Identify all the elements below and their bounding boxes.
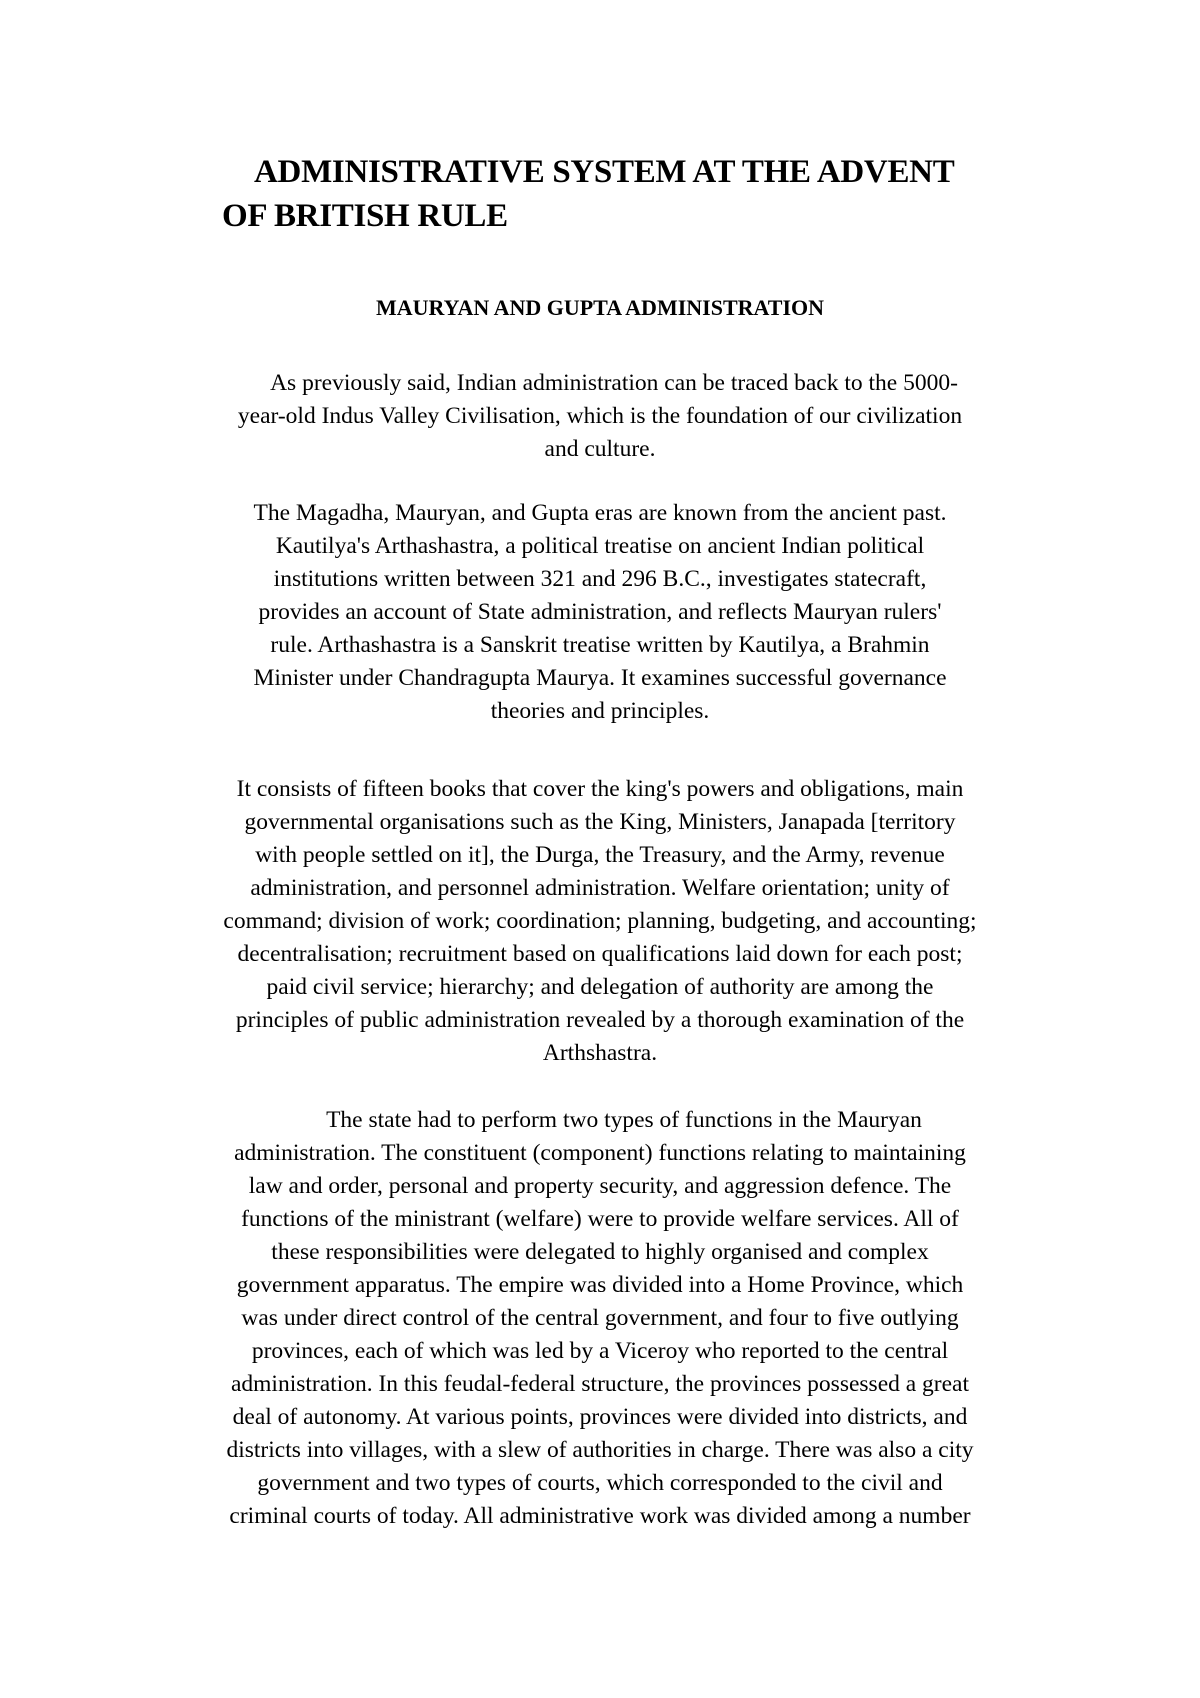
paragraph-line: Arthshastra.: [542, 1040, 658, 1066]
paragraph-line: with people settled on it], the Durga, the Treasury, and the Army, revenue: [255, 842, 945, 868]
paragraph-line: these responsibilities were delegated to highly organised and complex: [271, 1239, 929, 1265]
paragraph-line: The Magadha, Mauryan, and Gupta eras are known from the ancient past.: [253, 500, 947, 526]
paragraph: [140, 367, 1060, 466]
paragraph-line: provides an account of State administration, and reflects Mauryan rulers': [258, 599, 942, 625]
paragraph-line: Kautilya's Arthashastra, a political treatise on ancient Indian political: [275, 533, 925, 559]
paragraph-line: principles of public administration revealed by a thorough examination of the: [235, 1007, 965, 1033]
document-title: [222, 150, 1122, 238]
paragraph-line: government and two types of courts, which corresponded to the civil and: [257, 1470, 943, 1496]
paragraph-line: command; division of work; coordination; planning, budgeting, and accounting;: [223, 908, 977, 934]
paragraph-line: provinces, each of which was led by a Viceroy who reported to the central: [251, 1338, 949, 1364]
paragraph-line: government apparatus. The empire was divided into a Home Province, which: [236, 1272, 964, 1298]
document-title-line: ADMINISTRATIVE SYSTEM AT THE ADVENT: [254, 154, 955, 190]
paragraph-line: governmental organisations such as the King, Ministers, Janapada [territory: [244, 809, 956, 835]
paragraph-line: administration. In this feudal-federal structure, the provinces possessed a great: [230, 1371, 970, 1397]
document-title-line: OF BRITISH RULE: [222, 198, 508, 234]
paragraph-line: Minister under Chandragupta Maurya. It examines successful governance: [253, 665, 947, 691]
paragraph-line: paid civil service; hierarchy; and delegation of authority are among the: [266, 974, 934, 1000]
paragraph-line: rule. Arthashastra is a Sanskrit treatise written by Kautilya, a Brahmin: [270, 632, 930, 658]
paragraph-line: criminal courts of today. All administrative work was divided among a number: [229, 1503, 971, 1529]
paragraph-line: As previously said, Indian administration can be traced back to the 5000-: [270, 370, 958, 396]
paragraph-line: The state had to perform two types of functions in the Mauryan: [326, 1107, 922, 1133]
paragraph-line: and culture.: [544, 436, 656, 462]
section-heading: MAURYAN AND GUPTA ADMINISTRATION: [375, 295, 825, 320]
paragraph-line: year-old Indus Valley Civilisation, which is the foundation of our civilization: [237, 403, 963, 429]
paragraph-line: administration. The constituent (component) functions relating to maintaining: [234, 1140, 966, 1166]
paragraph-line: districts into villages, with a slew of authorities in charge. There was also a city: [226, 1437, 974, 1463]
paragraph-line: theories and principles.: [490, 698, 710, 724]
paragraph: [140, 1104, 1060, 1533]
paragraph: [140, 773, 1060, 1070]
paragraph-line: institutions written between 321 and 296 B.C., investigates statecraft,: [273, 566, 927, 592]
paragraph-line: administration, and personnel administration. Welfare orientation; unity of: [250, 875, 950, 901]
paragraph-line: decentralisation; recruitment based on qualifications laid down for each post;: [237, 941, 963, 967]
paragraph-line: It consists of fifteen books that cover the king's powers and obligations, main: [236, 776, 964, 802]
paragraph-line: deal of autonomy. At various points, provinces were divided into districts, and: [232, 1404, 968, 1430]
paragraph-line: was under direct control of the central government, and four to five outlying: [241, 1305, 959, 1331]
paragraph: [140, 497, 1060, 728]
paragraph-line: law and order, personal and property security, and aggression defence. The: [248, 1173, 952, 1199]
paragraph-line: functions of the ministrant (welfare) were to provide welfare services. All of: [241, 1206, 959, 1232]
